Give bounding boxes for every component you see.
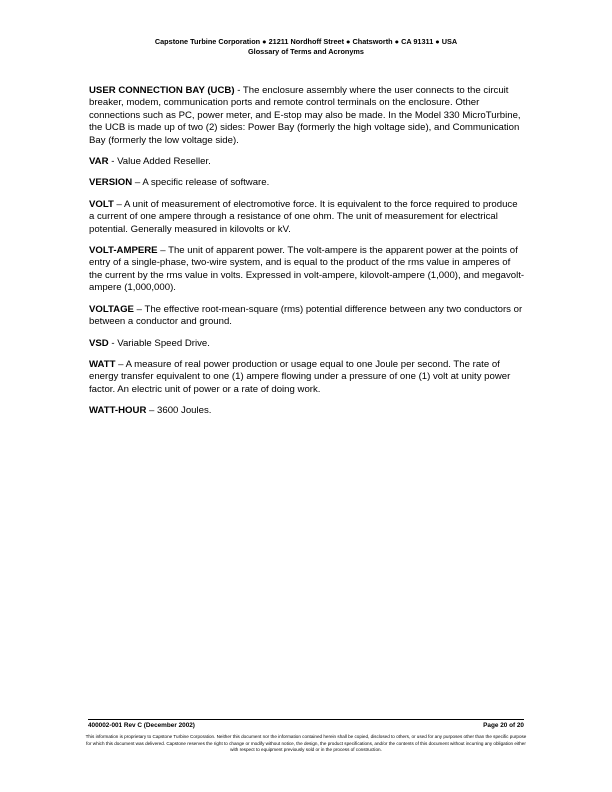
entry-term: WATT: [89, 358, 116, 370]
header-company-line: Capstone Turbine Corporation ● 21211 Nordhoff Street ● Chatsworth ● CA 91311 ● USA: [154, 37, 458, 46]
entry-separator: -: [108, 337, 118, 349]
entry-definition: 3600 Joules.: [157, 405, 212, 417]
glossary-entry-version: [89, 177, 525, 189]
entry-definition: A specific release of software.: [142, 177, 270, 189]
glossary-content: [89, 85, 525, 427]
page-number: Page 20 of 20: [483, 722, 524, 729]
entry-definition: Value Added Reseller.: [117, 156, 211, 168]
entry-term: VAR: [89, 156, 109, 168]
header-title: Glossary of Terms and Acronyms: [248, 47, 364, 56]
glossary-entry-watt-hour: [89, 405, 525, 417]
footer-divider: [88, 719, 524, 720]
entry-separator: -: [234, 85, 243, 96]
entry-definition: The enclosure assembly where the user connects to the circuit breaker, modem, communication ports and remote control terminals on the enclosure. Other connections such as PC, power meter, and E-stop may also be made. In the Model 330 MicroTurbine, the UCB is made up of two (2) sides: Power Bay (formerly the high voltage side), and Communication Bay (formerly the low voltage side).: [89, 85, 521, 146]
entry-term: VOLTAGE: [89, 303, 134, 315]
page-header: [0, 37, 612, 57]
entry-separator: –: [115, 358, 126, 370]
entry-separator: –: [146, 405, 158, 417]
entry-separator: –: [157, 245, 169, 257]
entry-term: VOLT-AMPERE: [89, 245, 158, 257]
entry-term: USER CONNECTION BAY (UCB): [89, 85, 235, 96]
entry-term: WATT-HOUR: [89, 405, 147, 417]
entry-definition: The unit of apparent power. The volt-ampere is the apparent power at the points of entry of a single-phase, two-wire system, and is equal to the product of the rms value in amperes of the current by the rms value in volts. Expressed in volt-ampere, kilovolt-ampere (1,000), and megavolt-ampere (1,000,000).: [89, 245, 525, 294]
entry-separator: -: [108, 156, 118, 168]
entry-term: VOLT: [89, 198, 114, 210]
entry-definition: A unit of measurement of electromotive force. It is equivalent to the force required to produce a current of one ampere through a resistance of one ohm. The unit of measurement for electrical potential. Generally measured in kilovolts or kV.: [89, 198, 518, 235]
entry-separator: –: [132, 177, 143, 189]
glossary-entry-watt: [89, 359, 525, 396]
glossary-entry-volt: [89, 199, 525, 236]
entry-definition: Variable Speed Drive.: [117, 337, 210, 349]
entry-definition: A measure of real power production or usage equal to one Joule per second. The rate of energy transfer equivalent to one (1) ampere flowing under a pressure of one (1) volt at unity power factor. An electric unit of power or a rate of doing work.: [89, 358, 511, 395]
glossary-entry-ucb: [89, 85, 525, 147]
glossary-entry-voltage: [89, 304, 525, 329]
entry-term: VSD: [89, 337, 109, 349]
entry-term: VERSION: [89, 177, 133, 189]
proprietary-notice: This information is proprietary to Capstone Turbine Corporation. Neither this document nor the information contained herein shall be copied, disclosed to others, or used for any purposes other than the specific purpose for which this document was delivered. Capstone reserves the right to change or modify without notice, the design, the product specifications, and/or the contents of this document without incurring any obligation either with respect to equipment previously sold or in the process of construction.: [85, 734, 527, 753]
entry-definition: The effective root-mean-square (rms) potential difference between any two conductors or between a conductor and ground.: [89, 303, 523, 328]
glossary-entry-vsd: [89, 338, 525, 350]
entry-separator: –: [113, 198, 125, 210]
glossary-entry-var: [89, 156, 525, 168]
entry-separator: –: [133, 303, 145, 315]
glossary-entry-volt-ampere: [89, 245, 525, 295]
document-id: 400002-001 Rev C (December 2002): [88, 722, 195, 729]
